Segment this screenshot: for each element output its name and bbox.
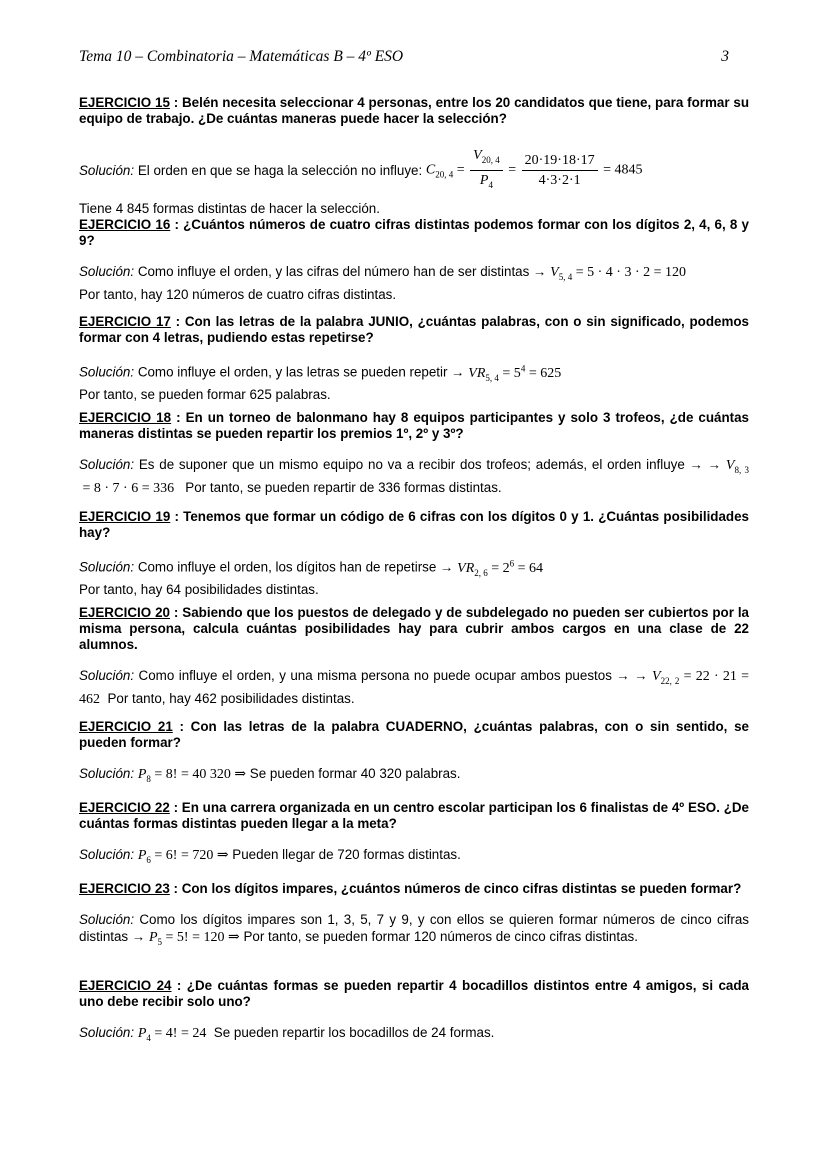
exercise-solution: Solución: Como influye el orden, y las cifras del número han de ser distintas → $V_{5, 4} = 5 \cdot 4 \cdot 3 \cdot 2 = 120$ Por tanto, hay 120 números de cuatro cifras distintas. — [79, 264, 686, 302]
exercise-label: EJERCICIO 23 — [79, 881, 170, 896]
exercise-24 — [79, 978, 749, 1047]
solution-conclusion: Por tanto, hay 64 posibilidades distintas. — [79, 582, 319, 598]
formula: $C_{20, 4}$ = $\frac{V_{20, 4}}{P_4}$ = $\frac{20\cdot 19\cdot 18\cdot 17}{4\cdot 3\cdot 2\cdot 1}$ = 4845 — [425, 148, 643, 190]
exercise-label: EJERCICIO 18 — [79, 410, 172, 425]
exercise-17 — [79, 314, 749, 403]
exercise-18 — [79, 410, 749, 497]
exercise-solution: Solución: Como influye el orden, y las letras se pueden repetir → $VR_{5, 4} = 5^4 = 625$ Por tanto, se pueden formar 625 palabras. — [79, 363, 562, 403]
exercise-solution: Solución: Es de suponer que un mismo equipo no va a recibir dos trofeos; además, el orden influye → → $V_{8, 3} = 8 \cdot 7 \cdot 6 = 336$ Por tanto, se pueden repartir de 336 formas distintas. — [79, 457, 749, 496]
exercise-15 — [79, 95, 749, 217]
exercise-question: EJERCICIO 21 : Con las letras de la palabra CUADERNO, ¿cuántas palabras, con o sin sentido, se pueden formar? — [79, 719, 749, 750]
exercise-solution: Solución: Como influye el orden, los dígitos han de repetirse → $VR_{2, 6} = 2^6 = 64$ Por tanto, hay 64 posibilidades distintas. — [79, 558, 544, 598]
solution-conclusion: Tiene 4 845 formas distintas de hacer la selección. — [79, 200, 380, 216]
solution-conclusion: Por tanto, se pueden repartir de 336 formas distintas. — [174, 479, 502, 495]
header-title: Tema 10 – Combinatoria – Matemáticas B – 4º ESO — [79, 48, 404, 65]
exercise-label: EJERCICIO 20 — [79, 605, 170, 620]
page-number: 3 — [721, 48, 729, 65]
exercise-label: EJERCICIO 17 — [79, 314, 171, 329]
exercise-question: EJERCICIO 16 : ¿Cuántos números de cuatro cifras distintas podemos formar con los dígitos 2, 4, 6, 8 y 9? — [79, 217, 749, 248]
exercise-question: EJERCICIO 15 : Belén necesita seleccionar 4 personas, entre los 20 candidatos que tiene, para formar su equipo de trabajo. ¿De cuántas maneras puede hacer la selección? — [79, 95, 749, 126]
exercise-question: EJERCICIO 23 : Con los dígitos impares, ¿cuántos números de cinco cifras distintas se pueden formar? — [79, 881, 742, 896]
solution-conclusion: Por tanto, hay 120 números de cuatro cifras distintas. — [79, 286, 397, 302]
exercise-22 — [79, 800, 749, 869]
exercise-label: EJERCICIO 15 — [79, 95, 170, 110]
exercise-solution: Solución: Como influye el orden, y una misma persona no puede ocupar ambos puestos → → $V_{22, 2} = 22 \cdot 21 = 462$ Por tanto, hay 462 posibilidades distintas. — [79, 668, 750, 707]
exercise-solution: Solución: Como los dígitos impares son 1, 3, 5, 7 y 9, y con ellos se quieren formar números de cinco cifras distintas → $P_5 = 5$! = 120 ⇒ Por tanto, se pueden formar 120 números de cinco cifras distintas. — [79, 912, 749, 947]
exercise-19 — [79, 509, 749, 598]
exercise-question: EJERCICIO 20 : Sabiendo que los puestos de delegado y de subdelegado no pueden ser cubiertos por la misma persona, calcula cuántas posibilidades hay para cubrir ambos cargos en una clase de 22 alumnos. — [79, 605, 749, 652]
exercise-16 — [79, 217, 749, 303]
solution-conclusion: Se pueden repartir los bocadillos de 24 formas. — [206, 1025, 495, 1040]
exercise-label: EJERCICIO 22 — [79, 800, 170, 815]
exercise-label: EJERCICIO 24 — [79, 978, 172, 993]
exercise-solution: Solución: $P_6 = 6$! = 720 ⇒ Pueden llegar de 720 formas distintas. — [79, 847, 461, 865]
exercise-20 — [79, 605, 749, 708]
solution-conclusion: Por tanto, se pueden formar 625 palabras. — [79, 387, 331, 403]
exercise-question: EJERCICIO 17 : Con las letras de la palabra JUNIO, ¿cuántas palabras, con o sin significado, podemos formar con 4 letras, pudiendo estas repetirse? — [79, 314, 749, 345]
exercise-question: EJERCICIO 19 : Tenemos que formar un código de 6 cifras con los dígitos 0 y 1. ¿Cuántas posibilidades hay? — [79, 509, 749, 540]
exercise-solution: Solución: $P_4 = 4$! = 24 Se pueden repartir los bocadillos de 24 formas. — [79, 1025, 495, 1043]
exercise-question: EJERCICIO 18 : En un torneo de balonmano hay 8 equipos participantes y solo 3 trofeos, ¿de cuántas maneras distintas se pueden repartir los premios 1º, 2º y 3º? — [79, 410, 750, 441]
solution-conclusion: Por tanto, se pueden formar 120 números de cinco cifras distintas. — [239, 929, 638, 944]
exercise-solution: Solución: El orden en que se haga la selección no influye: $C_{20, 4}$ = $\frac{V_{20, 4}}{P_4}$ = $\frac{20\cdot 19\cdot 18\cdot 17}{4\cdot 3\cdot 2\cdot 1}$ = 4845 — [79, 147, 749, 194]
exercise-question: EJERCICIO 24 : ¿De cuántas formas se pueden repartir 4 bocadillos distintos entre 4 amigos, si cada uno debe recibir solo uno? — [79, 978, 749, 1009]
page-header — [79, 48, 729, 70]
exercise-question: EJERCICIO 22 : En una carrera organizada en un centro escolar participan los 6 finalistas de 4º ESO. ¿De cuántas formas distintas pueden llegar a la meta? — [79, 800, 749, 831]
solution-conclusion: Pueden llegar de 720 formas distintas. — [228, 847, 461, 862]
exercise-label: EJERCICIO 19 — [79, 509, 171, 524]
solution-conclusion: Se pueden formar 40 320 palabras. — [246, 766, 461, 781]
exercise-23 — [79, 881, 749, 951]
exercise-label: EJERCICIO 16 — [79, 217, 171, 232]
exercise-label: EJERCICIO 21 — [79, 719, 173, 734]
exercise-solution: Solución: $P_8 = 8$! = 40 320 ⇒ Se pueden formar 40 320 palabras. — [79, 766, 461, 784]
exercise-21 — [79, 719, 749, 788]
solution-conclusion: Por tanto, hay 462 posibilidades distintas. — [100, 690, 355, 706]
